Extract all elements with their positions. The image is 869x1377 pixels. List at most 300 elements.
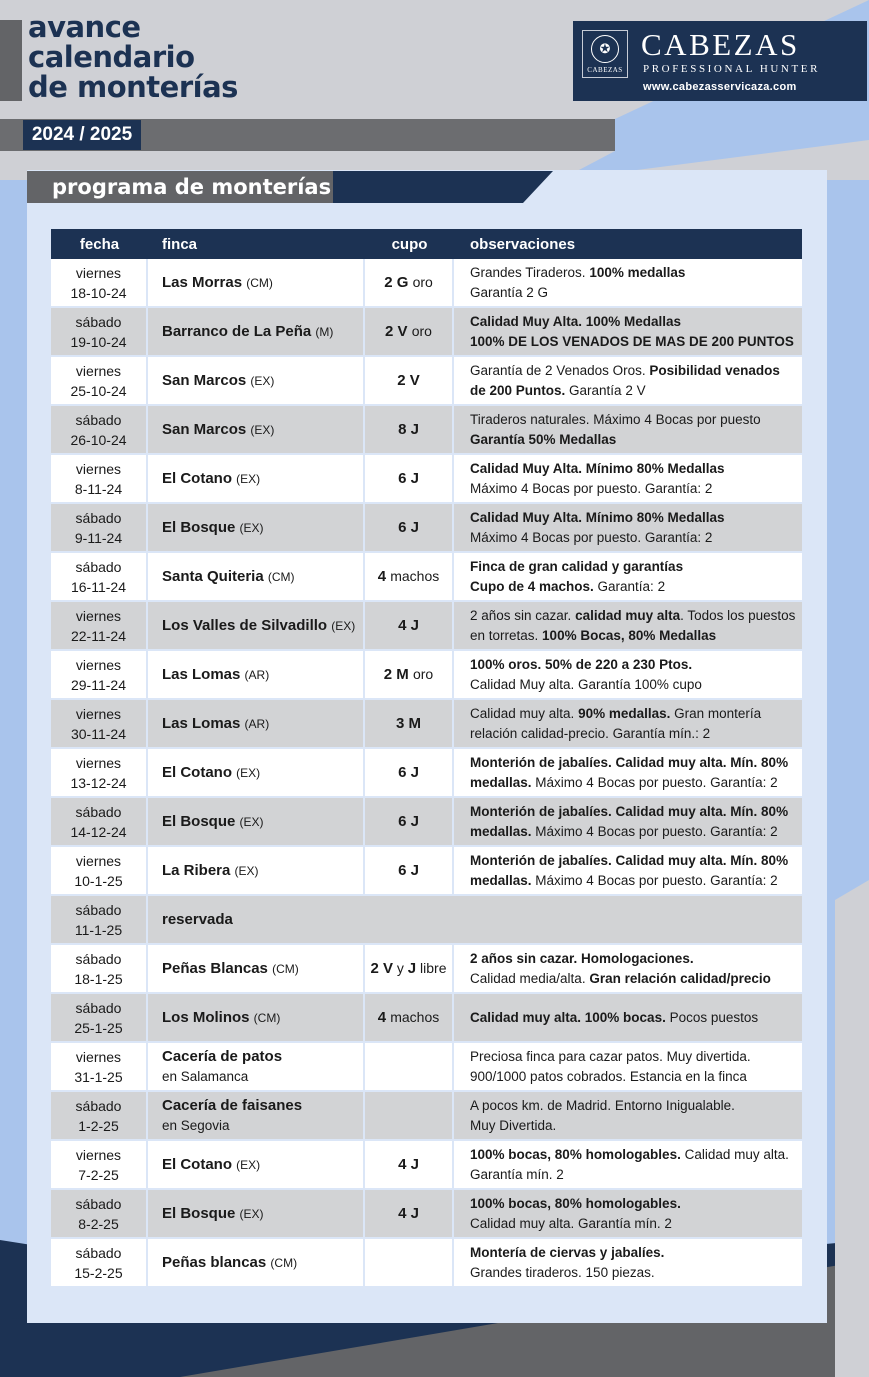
observation-line	[470, 1165, 802, 1185]
cupo-extra: machos	[390, 568, 440, 584]
observation-line	[470, 724, 802, 744]
observation-line	[470, 802, 802, 822]
cupo-extra: oro	[411, 323, 432, 339]
observation-text: 2 años sin cazar. Homologaciones.	[470, 950, 694, 966]
finca-name: El Bosque	[162, 1204, 236, 1222]
observation-line	[470, 1263, 802, 1283]
observation-text: Tiraderos naturales. Máximo 4 Bocas por puesto	[470, 411, 761, 427]
date-cell	[51, 1092, 148, 1141]
observation-text: Calidad Muy Alta. Mínimo 80% Medallas	[470, 460, 725, 476]
observation-line	[470, 557, 802, 577]
cupo-main: 6 J	[398, 861, 419, 879]
observation-line	[470, 753, 802, 773]
finca-name: Las Morras	[162, 273, 243, 291]
table-row	[51, 553, 802, 602]
observation-text: Pocos puestos	[665, 1009, 759, 1025]
observation-line	[470, 312, 802, 332]
row-day: sábado	[75, 999, 122, 1016]
date-cell	[51, 259, 148, 308]
observation-text: Monterión de jabalíes. Calidad muy alta. Mín. 80%	[470, 852, 789, 868]
row-date: 18-1-25	[74, 970, 123, 987]
finca-name: San Marcos	[162, 420, 247, 438]
observation-text: Grandes tiraderos. 150 piezas.	[470, 1264, 655, 1280]
cupo-cell	[365, 945, 454, 994]
date-cell	[51, 847, 148, 896]
observation-text: 100% bocas, 80% homologables.	[470, 1146, 681, 1162]
observation-text: Grandes Tiraderos.	[470, 264, 590, 280]
finca-region: (AR)	[244, 716, 270, 731]
observaciones-cell	[454, 798, 802, 847]
table-row	[51, 700, 802, 749]
observaciones-cell	[454, 749, 802, 798]
finca-name: El Cotano	[162, 1155, 232, 1173]
date-cell	[51, 1190, 148, 1239]
observation-text: medallas.	[470, 823, 532, 839]
cupo-main: 6 J	[398, 469, 419, 487]
date-cell	[51, 1043, 148, 1092]
row-date: 11-1-25	[74, 921, 123, 938]
row-day: viernes	[75, 754, 122, 771]
title-accent-bar	[0, 20, 22, 101]
observation-line	[470, 606, 802, 626]
observation-text: Muy Divertida.	[470, 1117, 557, 1133]
observaciones-cell	[454, 651, 802, 700]
row-day: sábado	[75, 1097, 122, 1114]
table-row	[51, 602, 802, 651]
date-cell	[51, 504, 148, 553]
cupo-cell	[365, 1190, 454, 1239]
table-row	[51, 896, 802, 945]
observation-text: A pocos km. de Madrid. Entorno Inigualable.	[470, 1097, 735, 1113]
row-date: 14-12-24	[70, 823, 127, 840]
observaciones-cell	[454, 1043, 802, 1092]
observation-line	[470, 626, 802, 646]
finca-name: Peñas blancas	[162, 1253, 267, 1271]
finca-name: La Ribera	[162, 861, 231, 879]
date-cell	[51, 602, 148, 651]
date-cell	[51, 994, 148, 1043]
cupo-main: 4 J	[398, 616, 419, 634]
finca-name: El Bosque	[162, 812, 236, 830]
finca-region: (CM)	[272, 961, 299, 976]
cupo-extra: machos	[390, 1009, 440, 1025]
table-row	[51, 455, 802, 504]
observation-text: 100% DE LOS VENADOS DE MAS DE 200 PUNTOS	[470, 333, 794, 349]
observation-line	[470, 528, 802, 548]
finca-region: (EX)	[236, 1157, 261, 1172]
row-day: viernes	[75, 1048, 122, 1065]
observation-text: Garantía 2 G	[470, 284, 549, 300]
finca-cell	[148, 1092, 365, 1141]
row-date: 9-11-24	[74, 529, 123, 546]
row-date: 8-2-25	[78, 1215, 119, 1232]
cupo-main: 6 J	[398, 763, 419, 781]
finca-location: en Segovia	[162, 1117, 230, 1133]
finca-cell	[148, 896, 802, 945]
cupo-cell	[365, 406, 454, 455]
observation-text: Gran relación calidad/precio	[589, 970, 771, 986]
table-row	[51, 798, 802, 847]
finca-region: (EX)	[239, 520, 264, 535]
finca-region: (CM)	[267, 569, 295, 584]
observation-text: calidad muy alta	[575, 607, 681, 623]
observation-text: Garantía: 2	[593, 578, 666, 594]
finca-cell	[148, 406, 365, 455]
row-date: 19-10-24	[70, 333, 127, 350]
finca-region: (AR)	[244, 667, 270, 682]
finca-region: (CM)	[253, 1010, 281, 1025]
observaciones-cell	[454, 602, 802, 651]
observation-text: 100% oros. 50% de 220 a 230 Ptos.	[470, 656, 693, 672]
brand-tagline: PROFESSIONAL HUNTER	[643, 63, 821, 75]
observation-text: 900/1000 patos cobrados. Estancia en la finca	[470, 1068, 747, 1084]
observaciones-cell	[454, 1190, 802, 1239]
cupo-cell	[365, 700, 454, 749]
row-day: sábado	[75, 901, 122, 918]
crest-label: CABEZAS	[587, 66, 623, 74]
finca-cell	[148, 504, 365, 553]
finca-cell	[148, 945, 365, 994]
observation-text: Monterión de jabalíes. Calidad muy alta. Mín. 80%	[470, 754, 789, 770]
row-date: 8-11-24	[74, 480, 123, 497]
table-row	[51, 847, 802, 896]
table-row	[51, 406, 802, 455]
table-row	[51, 1141, 802, 1190]
title-line: calendario	[28, 40, 195, 74]
observaciones-cell	[454, 700, 802, 749]
observaciones-cell	[454, 455, 802, 504]
row-day: viernes	[75, 1146, 122, 1163]
observation-text: Monterión de jabalíes. Calidad muy alta. Mín. 80%	[470, 803, 789, 819]
observation-text: Garantía mín. 2	[470, 1166, 564, 1182]
row-date: 26-10-24	[70, 431, 127, 448]
cupo-main: 4	[377, 568, 387, 585]
observation-text: Máximo 4 Bocas por puesto. Garantía: 2	[531, 774, 778, 790]
table-row	[51, 259, 802, 308]
finca-region: (EX)	[250, 373, 275, 388]
finca-region: (CM)	[270, 1255, 298, 1270]
table-row	[51, 994, 802, 1043]
finca-region: (EX)	[236, 471, 261, 486]
finca-name: Las Lomas	[162, 714, 241, 732]
observation-line	[470, 361, 802, 381]
date-cell	[51, 896, 148, 945]
observation-line	[470, 655, 802, 675]
finca-region: (CM)	[246, 275, 273, 290]
observation-text: Calidad muy alta. Garantía mín. 2	[470, 1215, 672, 1231]
observation-line	[470, 577, 802, 597]
cupo-cell	[365, 602, 454, 651]
table-body	[51, 259, 802, 1288]
row-date: 10-1-25	[74, 872, 123, 889]
table-row	[51, 1043, 802, 1092]
observation-line	[470, 675, 802, 695]
column-header-finca: finca	[148, 229, 365, 259]
date-cell	[51, 308, 148, 357]
row-day: viernes	[75, 362, 122, 379]
finca-name: San Marcos	[162, 371, 247, 389]
row-date: 30-11-24	[70, 725, 126, 742]
title-line: avance	[28, 10, 141, 44]
section-title-strip	[333, 171, 553, 203]
observaciones-cell	[454, 504, 802, 553]
cupo-cell	[365, 798, 454, 847]
observation-text: Garantía de 2 Venados Oros.	[470, 362, 650, 378]
observation-text: Garantía 2 V	[565, 382, 646, 398]
date-cell	[51, 406, 148, 455]
observation-line	[470, 1047, 802, 1067]
brand-name: CABEZAS	[641, 27, 800, 62]
cupo-main: 6 J	[398, 812, 419, 830]
observation-line	[470, 822, 802, 842]
cupo-cell	[365, 504, 454, 553]
observation-line	[470, 773, 802, 793]
observation-line	[470, 1067, 802, 1087]
observation-text: Calidad muy alta. 100% bocas.	[470, 1009, 666, 1025]
finca-cell	[148, 749, 365, 798]
table-row	[51, 749, 802, 798]
observation-text: Máximo 4 Bocas por puesto. Garantía: 2	[470, 480, 713, 496]
cupo-cell	[365, 259, 454, 308]
row-date: 13-12-24	[70, 774, 127, 791]
observation-text: 100% Bocas, 80% Medallas	[542, 627, 717, 643]
cupo-part: 2 V	[370, 960, 394, 977]
row-day: sábado	[75, 509, 122, 526]
finca-cell	[148, 1190, 365, 1239]
finca-name: Peñas Blancas	[162, 959, 268, 977]
finca-location: en Salamanca	[162, 1068, 249, 1084]
finca-cell	[148, 994, 365, 1043]
cupo-cell	[365, 847, 454, 896]
observation-text: 90% medallas.	[578, 705, 671, 721]
observaciones-cell	[454, 259, 802, 308]
finca-cell	[148, 798, 365, 847]
finca-cell	[148, 308, 365, 357]
cupo-cell	[365, 1239, 454, 1288]
season-label: 2024 / 2025	[23, 120, 141, 150]
observaciones-cell	[454, 357, 802, 406]
cupo-cell	[365, 651, 454, 700]
cupo-main: 3 M	[395, 714, 421, 732]
finca-region: (EX)	[239, 1206, 264, 1221]
cupo-cell	[365, 455, 454, 504]
observation-text: Gran montería	[670, 705, 762, 721]
cupo-cell	[365, 357, 454, 406]
table-row	[51, 1190, 802, 1239]
cupo-main: 4	[377, 1009, 387, 1026]
observation-line	[470, 1194, 802, 1214]
row-date: 25-1-25	[74, 1019, 123, 1036]
row-date: 25-10-24	[70, 382, 127, 399]
date-cell	[51, 1239, 148, 1288]
cupo-cell	[365, 1141, 454, 1190]
date-cell	[51, 651, 148, 700]
finca-name: Los Molinos	[162, 1008, 250, 1026]
finca-name: El Bosque	[162, 518, 236, 536]
cupo-main: 6 J	[398, 518, 419, 536]
observation-text: Calidad Muy Alta. Mínimo 80% Medallas	[470, 509, 725, 525]
observation-text: relación calidad-precio. Garantía mín.: 2	[470, 725, 711, 741]
emblem-icon: ✪	[591, 35, 619, 63]
date-cell	[51, 945, 148, 994]
cupo-part: libre	[416, 960, 447, 976]
observation-text: Posibilidad venados	[649, 362, 780, 378]
brand-logo	[573, 21, 867, 101]
table-row	[51, 357, 802, 406]
observation-text: 2 años sin cazar.	[470, 607, 576, 623]
row-date: 31-1-25	[74, 1068, 123, 1085]
row-day: sábado	[75, 558, 122, 575]
cupo-cell	[365, 994, 454, 1043]
column-header-fecha: fecha	[51, 229, 148, 259]
date-cell	[51, 700, 148, 749]
observation-line	[470, 1243, 802, 1263]
observaciones-cell	[454, 994, 802, 1043]
row-day: viernes	[75, 705, 122, 722]
finca-name: Santa Quiteria	[162, 567, 264, 585]
observation-line	[470, 479, 802, 499]
cupo-extra: oro	[412, 274, 433, 290]
table-row	[51, 1239, 802, 1288]
row-day: viernes	[75, 852, 122, 869]
cupo-part: J	[407, 960, 417, 977]
finca-cell	[148, 847, 365, 896]
row-day: sábado	[75, 313, 122, 330]
observation-line	[470, 430, 802, 450]
observaciones-cell	[454, 1092, 802, 1141]
observation-line	[470, 1116, 802, 1136]
finca-cell	[148, 602, 365, 651]
hunts-table	[51, 229, 802, 1288]
finca-name: Los Valles de Silvadillo	[162, 616, 328, 634]
observation-line	[470, 851, 802, 871]
finca-cell	[148, 357, 365, 406]
finca-region: (EX)	[234, 863, 259, 878]
cupo-part: y	[393, 960, 408, 976]
finca-cell	[148, 553, 365, 602]
row-day: viernes	[75, 264, 122, 281]
observation-line	[470, 1145, 802, 1165]
column-header-cupo: cupo	[365, 229, 454, 259]
finca-name: El Cotano	[162, 763, 232, 781]
observation-line	[470, 969, 802, 989]
observation-line	[470, 459, 802, 479]
table-header-row	[51, 229, 802, 259]
row-date: 1-2-25	[78, 1117, 119, 1134]
column-header-observaciones: observaciones	[454, 229, 802, 259]
finca-region: (EX)	[331, 618, 356, 633]
finca-cell	[148, 1141, 365, 1190]
observaciones-cell	[454, 1141, 802, 1190]
finca-name: Las Lomas	[162, 665, 241, 683]
row-day: viernes	[75, 607, 122, 624]
observation-line	[470, 508, 802, 528]
observation-line	[470, 1214, 802, 1234]
observation-line	[470, 263, 802, 283]
row-date: 29-11-24	[70, 676, 126, 693]
finca-cell	[148, 700, 365, 749]
row-day: sábado	[75, 411, 122, 428]
observation-text: Calidad muy alta.	[470, 705, 579, 721]
cupo-main: 2 V	[397, 371, 420, 389]
observation-line	[470, 1008, 802, 1028]
observaciones-cell	[454, 1239, 802, 1288]
website-link[interactable]: www.cabezasservicaza.com	[643, 81, 797, 93]
observaciones-cell	[454, 553, 802, 602]
date-cell	[51, 749, 148, 798]
observation-text: medallas.	[470, 872, 532, 888]
cupo-main: 4 J	[398, 1155, 419, 1173]
row-day: viernes	[75, 656, 122, 673]
observation-line	[470, 949, 802, 969]
finca-name: Barranco de La Peña	[162, 322, 312, 340]
observation-text: Cupo de 4 machos.	[470, 578, 594, 594]
crest-icon	[582, 30, 628, 78]
date-cell	[51, 455, 148, 504]
finca-cell	[148, 651, 365, 700]
cupo-main: 2 V	[385, 323, 408, 340]
observation-text: medallas.	[470, 774, 532, 790]
observation-text: Calidad Muy alta. Garantía 100% cupo	[470, 676, 702, 692]
observation-text: Garantía 50% Medallas	[470, 431, 617, 447]
row-day: sábado	[75, 1244, 122, 1261]
cupo-main: 8 J	[398, 420, 419, 438]
observation-text: 100% medallas	[589, 264, 686, 280]
cupo-cell	[365, 1092, 454, 1141]
observation-text: Preciosa finca para cazar patos. Muy divertida.	[470, 1048, 751, 1064]
finca-cell	[148, 1043, 365, 1092]
cupo-extra: oro	[412, 666, 434, 682]
finca-region: (M)	[315, 324, 334, 339]
observation-line	[470, 871, 802, 891]
observation-text: Máximo 4 Bocas por puesto. Garantía: 2	[531, 823, 778, 839]
observation-line	[470, 1096, 802, 1116]
row-date: 18-10-24	[70, 284, 127, 301]
cupo-main: 2 M	[383, 666, 409, 683]
observation-text: Calidad media/alta.	[470, 970, 590, 986]
finca-cell	[148, 259, 365, 308]
observation-line	[470, 704, 802, 724]
cupo-cell	[365, 1043, 454, 1092]
observation-text: . Todos los puestos	[680, 607, 796, 623]
table-row	[51, 308, 802, 357]
observation-text: Calidad Muy Alta. 100% Medallas	[470, 313, 682, 329]
date-cell	[51, 798, 148, 847]
observation-line	[470, 332, 802, 352]
row-day: viernes	[75, 460, 122, 477]
row-day: sábado	[75, 950, 122, 967]
cupo-cell	[365, 553, 454, 602]
row-date: 15-2-25	[74, 1264, 123, 1281]
row-date: 16-11-24	[70, 578, 126, 595]
observaciones-cell	[454, 945, 802, 994]
table-row	[51, 504, 802, 553]
finca-region: (EX)	[236, 765, 261, 780]
date-cell	[51, 553, 148, 602]
observation-text: Máximo 4 Bocas por puesto. Garantía: 2	[531, 872, 778, 888]
date-cell	[51, 357, 148, 406]
observation-line	[470, 381, 802, 401]
observation-text: Finca de gran calidad y garantías	[470, 558, 684, 574]
page-title	[28, 12, 238, 102]
observation-text: en torretas.	[470, 627, 543, 643]
title-line: de monterías	[28, 70, 238, 104]
cupo-cell	[365, 308, 454, 357]
row-day: sábado	[75, 1195, 122, 1212]
table-row	[51, 945, 802, 994]
observation-text: Calidad muy alta.	[680, 1146, 789, 1162]
table-row	[51, 651, 802, 700]
